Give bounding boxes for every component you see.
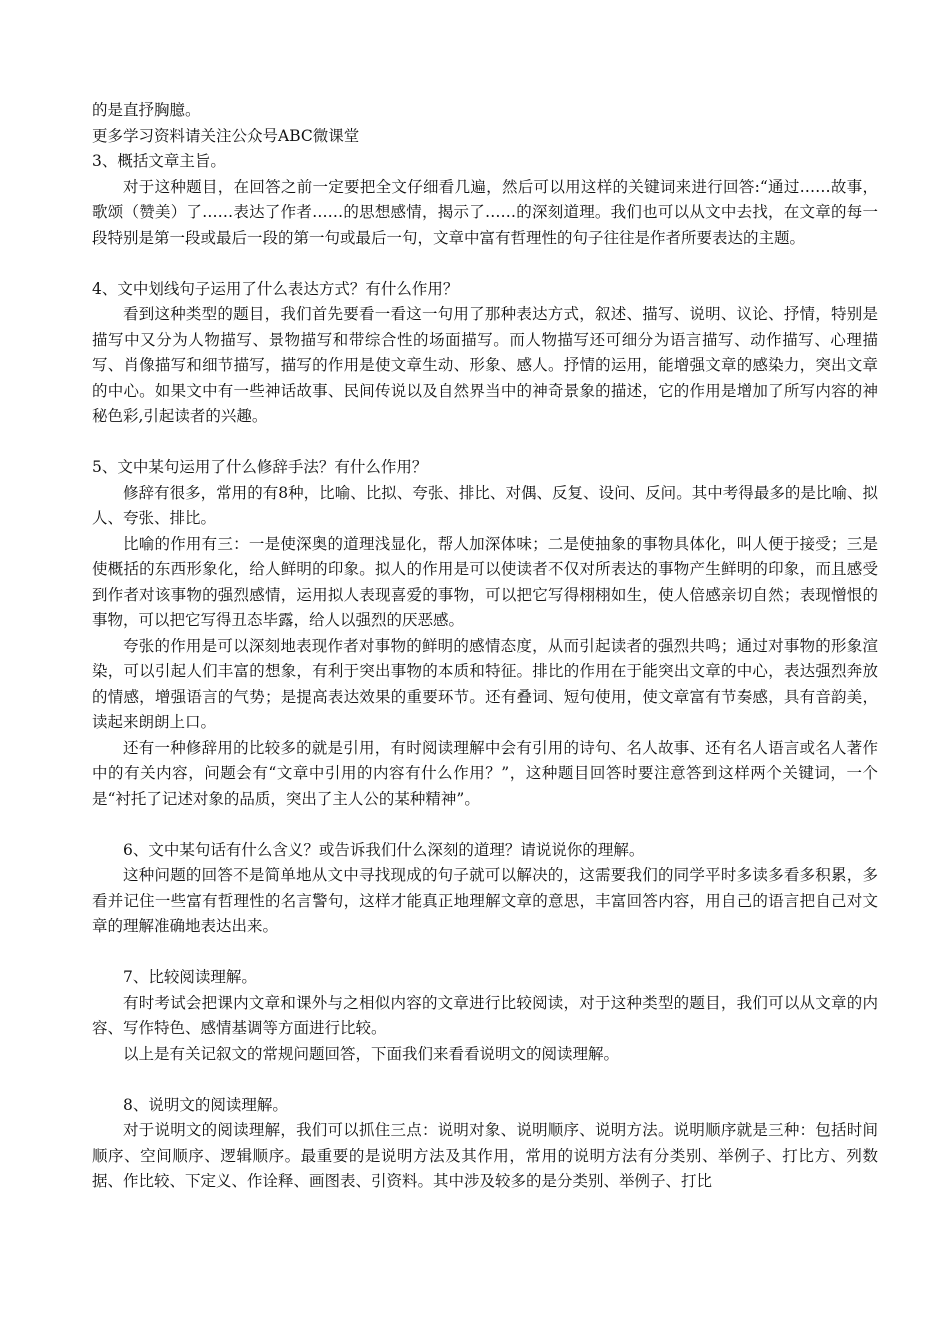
section-7-heading: 7、比较阅读理解。 <box>123 968 257 986</box>
spacer <box>92 430 878 456</box>
section-3-paragraph: 对于这种题目，在回答之前一定要把全文仔细看几遍，然后可以用这样的关键词来进行回答:“通过……故事，歌颂（赞美）了……表达了作者……的思想感情，揭示了……的深刻道理。我们也可以从文中去找，在文章的每一段特别是第一段或最后一段的第一句或最后一句，文章中富有哲理性的句子往往是作者所要表达的主题。 <box>92 177 878 247</box>
document-page <box>92 98 878 1195</box>
section-6-heading: 6、文中某句话有什么含义？或告诉我们什么深刻的道理？请说说你的理解。 <box>123 840 645 859</box>
section-7-paragraph-1: 有时考试会把课内文章和课外与之相似内容的文章进行比较阅读，对于这种类型的题目，我们可以从文章的内容、写作特色、感情基调等方面进行比较。 <box>92 993 878 1037</box>
spacer <box>92 251 878 277</box>
spacer <box>92 940 878 966</box>
section-4-heading: 4、文中划线句子运用了什么表达方式？有什么作用？ <box>92 279 459 298</box>
promo-line: 更多学习资料请关注公众号ABC微课堂 <box>92 126 360 145</box>
section-5-heading: 5、文中某句运用了什么修辞手法？有什么作用？ <box>92 458 428 476</box>
section-5-paragraph-2: 比喻的作用有三：一是使深奥的道理浅显化，帮人加深体味；二是使抽象的事物具体化，叫人便于接受；三是使概括的东西形象化，给人鲜明的印象。拟人的作用是可以使读者不仅对所表达的事物产生鲜明的印象，而且感受到作者对该事物的强烈感情，运用拟人表现喜爱的事物，可以把它写得栩栩如生，使人倍感亲切自然；表现憎恨的事物，可以把它写得丑态毕露，给人以强烈的厌恶感。 <box>92 534 878 629</box>
spacer <box>92 812 878 838</box>
intro-line: 的是直抒胸臆。 <box>92 101 201 119</box>
section-5-paragraph-1: 修辞有很多，常用的有8种，比喻、比拟、夸张、排比、对偶、反复、设问、反问。其中考得最多的是比喻、拟人、夸张、排比。 <box>92 483 878 527</box>
section-7-paragraph-2: 以上是有关记叙文的常规问题回答，下面我们来看看说明文的阅读理解。 <box>123 1044 620 1063</box>
section-5-paragraph-4: 还有一种修辞用的比较多的就是引用，有时阅读理解中会有引用的诗句、名人故事、还有名人语言或名人著作中的有关内容，问题会有“文章中引用的内容有什么作用？”，这种题目回答时要注意答到这样两个关键词，一个是“衬托了记述对象的品质，突出了主人公的某种精神”。 <box>92 738 878 808</box>
section-6-paragraph: 这种问题的回答不是简单地从文中寻找现成的句子就可以解决的，这需要我们的同学平时多读多看多积累，多看并记住一些富有哲理性的名言警句，这样才能真正地理解文章的意思，丰富回答内容，用自己的语言把自己对文章的理解准确地表达出来。 <box>92 866 878 935</box>
spacer <box>92 1067 878 1093</box>
section-8-paragraph: 对于说明文的阅读理解，我们可以抓住三点：说明对象、说明顺序、说明方法。说明顺序就是三种：包括时间顺序、空间顺序、逻辑顺序。最重要的是说明方法及其作用，常用的说明方法有分类别、举例子、打比方、列数据、作比较、下定义、作诠释、画图表、引资料。其中涉及较多的是分类别、举例子、打比 <box>92 1121 878 1190</box>
section-3-heading: 3、概括文章主旨。 <box>92 152 226 170</box>
section-8-heading: 8、说明文的阅读理解。 <box>123 1095 288 1114</box>
section-4-paragraph: 看到这种类型的题目，我们首先要看一看这一句用了那种表达方式，叙述、描写、说明、议论、抒情，特别是描写中又分为人物描写、景物描写和带综合性的场面描写。而人物描写还可细分为语言描写、动作描写、心理描写、肖像描写和细节描写，描写的作用是使文章生动、形象、感人。抒情的运用，能增强文章的感染力，突出文章的中心。如果文中有一些神话故事、民间传说以及自然界当中的神奇景象的描述，它的作用是增加了所写内容的神秘色彩,引起读者的兴趣。 <box>92 305 878 425</box>
section-5-paragraph-3: 夸张的作用是可以深刻地表现作者对事物的鲜明的感情态度，从而引起读者的强烈共鸣；通过对事物的形象渲染，可以引起人们丰富的想象，有利于突出事物的本质和特征。排比的作用在于能突出文章的中心，表达强烈奔放的情感，增强语言的气势；是提高表达效果的重要环节。还有叠词、短句使用，使文章富有节奏感，具有音韵美，读起来朗朗上口。 <box>92 636 878 731</box>
